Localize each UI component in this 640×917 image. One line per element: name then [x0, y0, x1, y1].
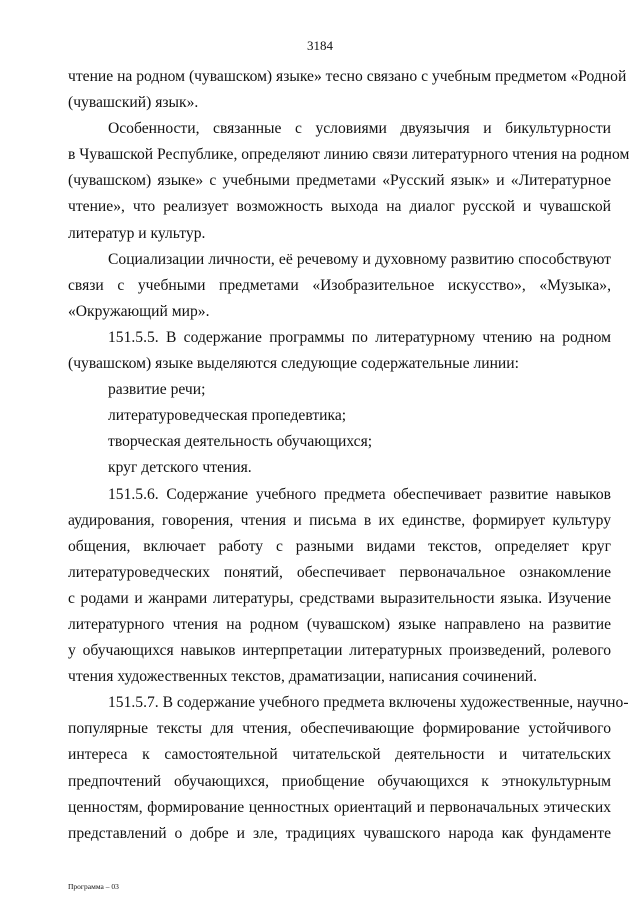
text-line: (чувашском) языке выделяются следующие содержательные линии:: [68, 355, 519, 373]
text-line: с родами и жанрами литературы, средствами выразительности языка. Изучение: [68, 589, 611, 607]
text-line: предпочтений обучающихся, приобщение обучающихся к этнокультурным: [68, 772, 611, 790]
text-line: литературоведческих понятий, обеспечивает первоначальное ознакомление: [68, 563, 611, 581]
text-line: Социализации личности, её речевому и духовному развитию способствуют: [108, 250, 611, 268]
body-text: [68, 64, 630, 847]
text-line: в Чувашской Республике, определяют линию связи литературного чтения на родном: [68, 146, 630, 164]
text-line: литератур и культур.: [68, 224, 206, 242]
page-number: 3184: [307, 38, 333, 53]
text-line: 151.5.5. В содержание программы по литературному чтению на родном: [108, 328, 611, 346]
text-line: творческая деятельность обучающихся;: [108, 433, 373, 451]
text-line: «Окружающий мир».: [68, 302, 210, 320]
text-line: представлений о добре и зле, традициях чувашского народа как фундаменте: [68, 824, 611, 842]
text-line: связи с учебными предметами «Изобразительное искусство», «Музыка»,: [68, 276, 611, 294]
text-line: (чувашском) языке» с учебными предметами «Русский язык» и «Литературное: [68, 172, 611, 190]
text-line: популярные тексты для чтения, обеспечивающие формирование устойчивого: [68, 720, 611, 738]
footer-label: Программа – 03: [68, 882, 119, 891]
text-line: круг детского чтения.: [108, 459, 252, 477]
text-line: 151.5.7. В содержание учебного предмета включены художественные, научно-: [108, 694, 629, 712]
text-line: чтения художественных текстов, драматизации, написания сочинений.: [68, 668, 538, 686]
text-line: чтение», что реализует возможность выхода на диалог русской и чувашской: [68, 198, 611, 216]
text-line: Особенности, связанные с условиями двуязычия и бикультурности: [108, 120, 611, 138]
text-line: чтение на родном (чувашском) языке» тесно связано с учебным предметом «Родной: [68, 68, 627, 85]
text-line: у обучающихся навыков интерпретации литературных произведений, ролевого: [68, 642, 611, 660]
text-line: литературного чтения на родном (чувашском) языке направлено на развитие: [68, 615, 611, 633]
text-line: аудирования, говорения, чтения и письма в их единстве, формирует культуру: [68, 511, 611, 529]
text-line: общения, включает работу с разными видами текстов, определяет круг: [68, 537, 611, 555]
text-line: интереса к самостоятельной читательской деятельности и читательских: [68, 746, 611, 764]
text-line: развитие речи;: [108, 381, 206, 399]
text-line: литературоведческая пропедевтика;: [108, 407, 347, 425]
text-line: ценностям, формирование ценностных ориентаций и первоначальных этических: [68, 798, 611, 816]
text-line: (чувашский) язык».: [68, 94, 199, 112]
text-line: 151.5.6. Содержание учебного предмета обеспечивает развитие навыков: [108, 485, 611, 503]
